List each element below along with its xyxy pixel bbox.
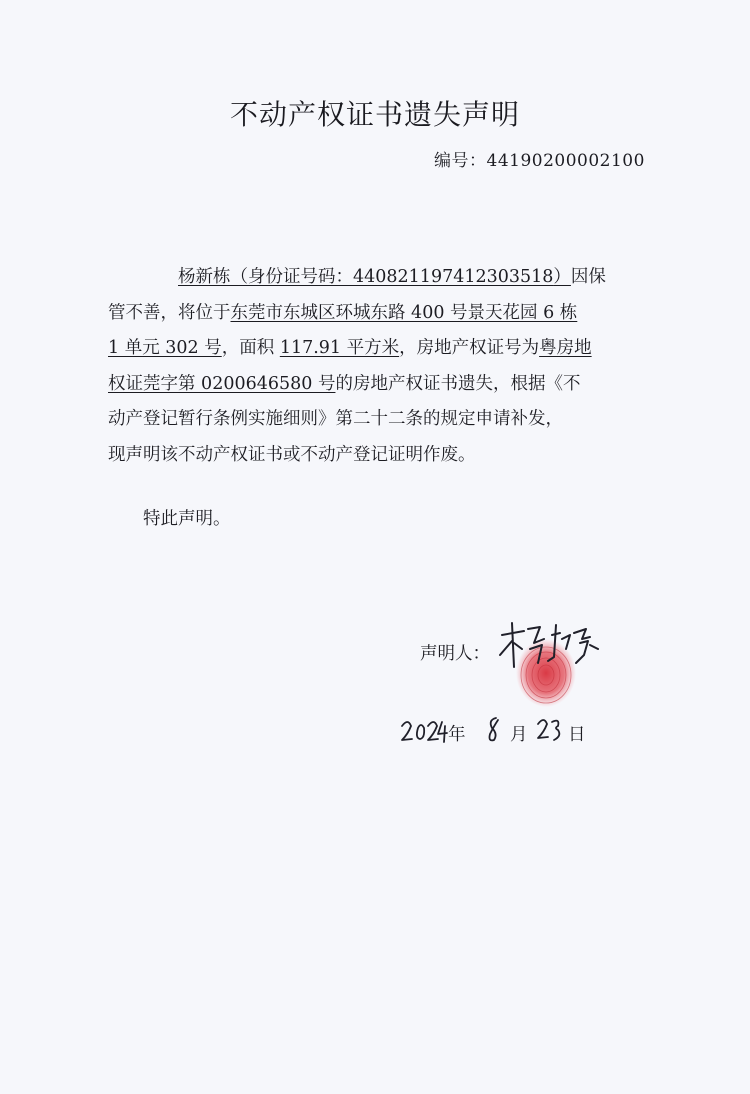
handwritten-month-icon: [484, 712, 504, 746]
property-address-part-2: 1 单元 302 号: [108, 338, 222, 358]
body-line-4-text: 的房地产权证书遗失，根据《不: [335, 373, 581, 394]
body-line-1: [108, 260, 643, 296]
number-value: 44190200002100: [486, 151, 645, 171]
handwritten-year-icon: [400, 712, 448, 746]
number-label: 编号：: [434, 151, 487, 171]
id-number: 440821197412303518: [353, 267, 554, 287]
day-char: 日: [568, 725, 586, 745]
handwritten-day-icon: [536, 712, 568, 746]
owner-name: 杨新栋: [178, 267, 231, 287]
declaration-date: [400, 712, 600, 752]
body-line-1-text: 因保: [570, 267, 606, 287]
signature-with-fingerprint: [490, 605, 610, 710]
cert-number-part-2: 权证莞字第 0200646580 号: [108, 373, 336, 394]
body-line-3: [108, 331, 643, 367]
declarant-label: 声明人：: [420, 644, 490, 664]
body-line-6: 现声明该不动产权证书或不动产登记证明作废。: [108, 444, 476, 465]
body-line-2-text: 管不善，将位于: [108, 302, 231, 323]
body-line-2: [108, 296, 643, 332]
body-line-4: [108, 367, 643, 403]
year-char: 年: [448, 725, 466, 745]
body-line-5: 动产登记暂行条例实施细则》第二十二条的规定申请补发，: [108, 409, 563, 429]
document-title: 不动产权证书遗失声明: [229, 98, 520, 131]
id-suffix: ）: [553, 267, 571, 287]
property-address-part-1: 东莞市东城区环城东路 400 号景天花园 6 栋: [230, 302, 578, 323]
cert-number-part-1: 粤房地: [539, 338, 592, 358]
closing-statement: 特此声明。: [143, 509, 231, 529]
property-area: 117.91 平方米: [279, 338, 400, 358]
id-prefix: （身份证号码：: [230, 267, 353, 287]
fingerprint-icon: [516, 639, 576, 707]
cert-label: ，房地产权证号为: [399, 338, 540, 358]
area-label: ，面积: [221, 338, 280, 358]
statement-body: [108, 260, 643, 473]
month-char: 月: [510, 725, 528, 745]
certificate-number: [434, 146, 645, 171]
